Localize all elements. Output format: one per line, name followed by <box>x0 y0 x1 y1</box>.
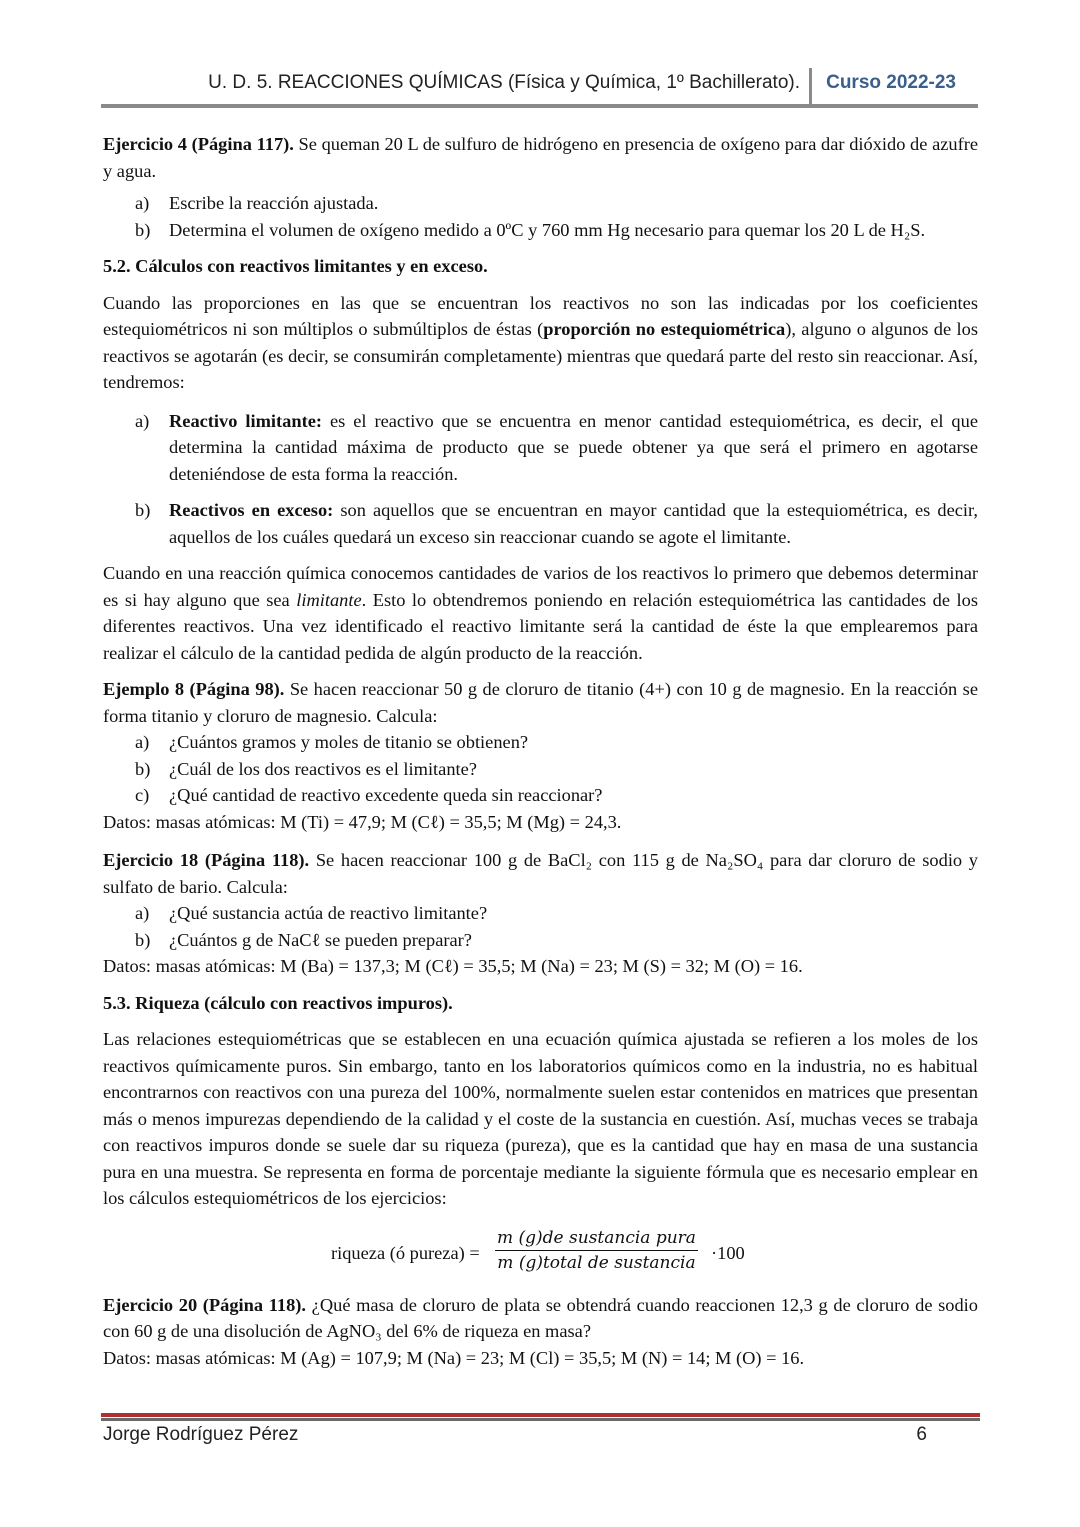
item-term: Reactivos en exceso: <box>169 500 334 520</box>
item-label: a) <box>135 193 150 213</box>
section-5-2-paragraph-2 <box>103 560 978 666</box>
item-label: c) <box>135 785 150 805</box>
formula-fraction <box>495 1226 698 1275</box>
exercise-20-title: Ejercicio 20 (Página 118). <box>103 1294 307 1315</box>
exercise-4-list <box>103 190 978 243</box>
exercise-20-text: ¿Qué masa de cloruro de plata se obtendrá cuando reaccionen 12,3 g de cloruro de sodio con 60 g de una disolución de AgNO₃ del 6% de riqueza en masa? <box>103 1294 978 1341</box>
italic-term: limitante <box>296 589 362 610</box>
course-label: Curso 2022-23 <box>826 72 956 93</box>
item-text: ¿Cuántos g de NaCℓ se pueden preparar? <box>169 929 472 950</box>
unit-title: U. D. 5. REACCIONES QUÍMICAS (Física y Química, 1º Bachillerato). <box>208 72 800 93</box>
purity-formula <box>103 1226 978 1282</box>
item-text: es el reactivo que se encuentra en menor cantidad estequiométrica, es decir, el que determina la cantidad máxima de producto que se puede obtener ya que será el primero en agotarse deteniéndose de esta forma la reacción. <box>169 410 978 484</box>
exercise-18 <box>103 847 978 900</box>
text-run: . Esto lo obtendremos poniendo en relación estequiométrica las cantidades de los diferentes reactivos. Una vez identificado el reactivo limitante será la cantidad de éste la que emplearemos para realizar el cálculo de la cantidad pedida de algún producto de la reacción. <box>103 589 978 663</box>
exercise-4-text: Se queman 20 L de sulfuro de hidrógeno en presencia de oxígeno para dar dióxido de azufre y agua. <box>103 134 978 181</box>
page-number: 6 <box>916 1424 927 1445</box>
section-5-2-title: 5.2. Cálculos con reactivos limitantes y en exceso. <box>103 256 488 276</box>
item-text: ¿Cuál de los dos reactivos es el limitante? <box>169 758 477 779</box>
list-item <box>103 217 978 244</box>
example-8-title: Ejemplo 8 (Página 98). <box>103 679 285 699</box>
example-8-text: Se hacen reaccionar 50 g de cloruro de titanio (4+) con 10 g de magnesio. En la reacción se forma titanio y cloruro de magnesio. Calcula: <box>103 679 978 726</box>
list-item <box>103 756 978 783</box>
formula-right: ·100 <box>711 1242 745 1263</box>
example-8-data: Datos: masas atómicas: M (Ti) = 47,9; M (Cℓ) = 35,5; M (Mg) = 24,3. <box>103 811 622 832</box>
text-run: Cuando en una reacción química conocemos cantidades de varios de los reactivos lo primero que debemos determinar es si hay alguno que sea <box>103 563 978 610</box>
list-item <box>103 927 978 954</box>
item-label: a) <box>135 903 150 923</box>
item-text: son aquellos que se encuentran en mayor cantidad que la estequiométrica, es decir, aquellos de los cuáles quedará un exceso sin reaccionar cuando se agote el limitante. <box>169 500 978 547</box>
limiting-reactant-list <box>103 408 978 551</box>
list-item <box>103 729 978 756</box>
list-item <box>103 408 978 488</box>
item-label: b) <box>135 758 151 779</box>
formula-left: riqueza (ó pureza) = <box>331 1242 480 1263</box>
item-label: b) <box>135 929 151 950</box>
section-5-3-title: 5.3. Riqueza (cálculo con reactivos impuros). <box>103 992 453 1013</box>
exercise-18-text: Se hacen reaccionar 100 g de BaCl₂ con 115 g de Na₂SO₄ para dar cloruro de sodio y sulfato de bario. Calcula: <box>103 850 978 897</box>
exercise-4-title: Ejercicio 4 (Página 117). <box>103 134 294 154</box>
formula-denominator: m (g)total de sustancia <box>497 1252 696 1273</box>
item-text: ¿Qué sustancia actúa de reactivo limitante? <box>169 903 488 923</box>
exercise-18-data: Datos: masas atómicas: M (Ba) = 137,3; M (Cℓ) = 35,5; M (Na) = 23; M (S) = 32; M (O) = 16. <box>103 956 803 976</box>
item-term: Reactivo limitante: <box>169 410 322 431</box>
footer-author: Jorge Rodríguez Pérez <box>103 1424 299 1445</box>
text-run: Cuando las proporciones en las que se encuentran los reactivos no son las indicadas por los coeficientes estequiométricos ni son múltiplos o submúltiplos de éstas ( <box>103 292 978 339</box>
section-5-2-paragraph-1 <box>103 290 978 396</box>
item-text: Escribe la reacción ajustada. <box>169 193 379 213</box>
item-label: a) <box>135 732 150 752</box>
list-item <box>103 782 978 809</box>
exercise-20-data: Datos: masas atómicas: M (Ag) = 107,9; M (Na) = 23; M (Cl) = 35,5; M (N) = 14; M (O) = 16. <box>103 1347 805 1368</box>
example-8 <box>103 676 978 729</box>
item-text: ¿Cuántos gramos y moles de titanio se obtienen? <box>169 732 529 752</box>
item-label: b) <box>135 219 151 240</box>
list-item <box>103 497 978 550</box>
item-text: ¿Qué cantidad de reactivo excedente queda sin reaccionar? <box>169 785 603 805</box>
text-run: ), alguno o algunos de los reactivos se agotarán (es decir, se consumirán completamente) mientras que quedará parte del resto sin reaccionar. Así, tendremos: <box>103 319 978 392</box>
item-label: b) <box>135 500 151 520</box>
exercise-4 <box>103 131 978 184</box>
list-item <box>103 900 978 927</box>
bold-term: proporción no estequiométrica <box>543 319 786 339</box>
item-label: a) <box>135 410 150 431</box>
formula-numerator: m (g)de sustancia pura <box>497 1227 696 1248</box>
footer-rule-gray <box>101 1418 980 1421</box>
list-item <box>103 190 978 217</box>
section-5-3-paragraph: Las relaciones estequiométricas que se establecen en una ecuación química ajustada se refieren a los moles de los reactivos químicamente puros. Sin embargo, tanto en los laboratorios químicos como en la industria, no es habitual encontrarnos con reactivos con una pureza del 100%, normalmente suelen estar contenidos en matrices que presentan más o menos impurezas dependiendo de la calidad y el coste de la sustancia en cuestión. Así, muchas veces se trabaja con reactivos impuros donde se suele dar su riqueza (pureza), que es la cantidad que hay en masa de una sustancia pura en una muestra. Se representa en forma de porcentaje mediante la siguiente fórmula que es necesario emplear en los cálculos estequiométricos de los ejercicios: <box>103 1029 978 1208</box>
exercise-18-list <box>103 900 978 953</box>
header-separator <box>809 68 812 106</box>
example-8-list <box>103 729 978 809</box>
page-header <box>103 68 978 108</box>
page-content <box>103 131 978 1371</box>
item-text: Determina el volumen de oxígeno medido a 0ºC y 760 mm Hg necesario para quemar los 20 L de H₂S. <box>169 219 926 240</box>
exercise-20 <box>103 1292 978 1345</box>
header-rule <box>101 104 978 108</box>
footer-rule-red <box>101 1413 980 1417</box>
exercise-18-title: Ejercicio 18 (Página 118). <box>103 850 310 870</box>
